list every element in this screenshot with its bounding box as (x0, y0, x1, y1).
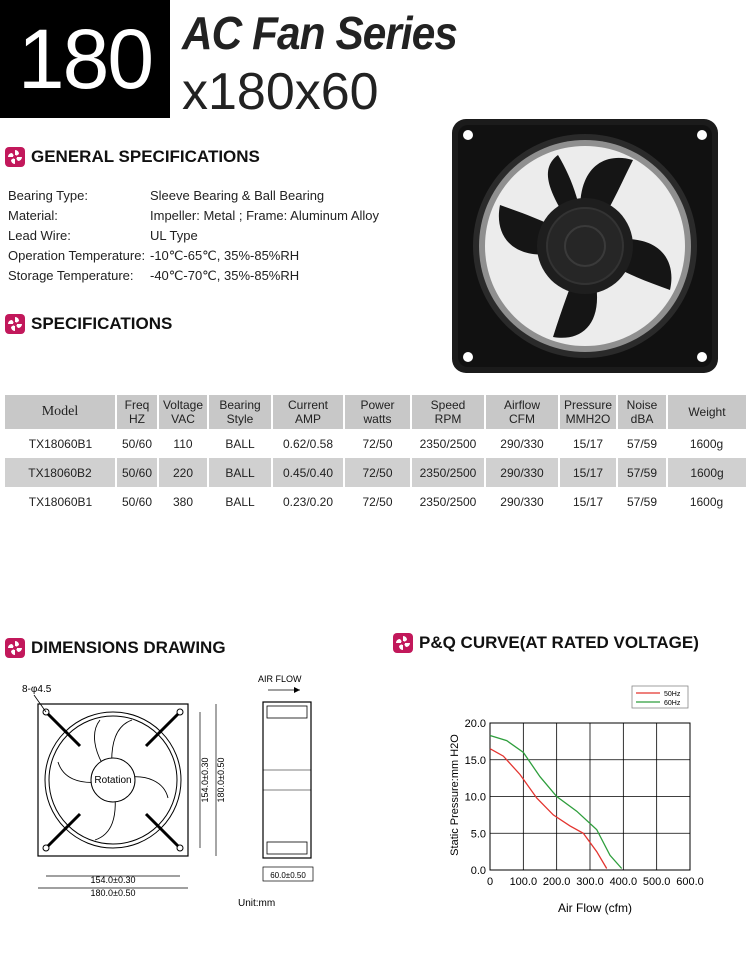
spec-row (8, 246, 379, 266)
spec-row (8, 186, 379, 206)
table-row (5, 429, 746, 458)
dimensions-heading (5, 638, 226, 658)
table-cell: 1600g (689, 494, 724, 509)
table-cell: 1600g (667, 458, 746, 487)
legend-label: 60Hz (664, 700, 681, 707)
x-axis-label: Air Flow (cfm) (558, 901, 632, 915)
table-cell: 1600g (689, 436, 724, 451)
table-cell: BALL (225, 436, 255, 451)
spec-value: Sleeve Bearing & Ball Bearing (150, 188, 325, 203)
column-header: Voltage VAC (158, 395, 208, 429)
section-title: P&Q CURVE(AT RATED VOLTAGE) (419, 633, 699, 652)
table-cell: 220 (158, 458, 208, 487)
chart-series (490, 736, 622, 869)
fan-logo-icon (5, 147, 25, 167)
table-cell: 110 (173, 436, 193, 451)
spec-label: Bearing Type: (8, 188, 88, 203)
column-header: Speed RPM (411, 395, 485, 429)
column-header: Current AMP (272, 395, 344, 429)
spec-label: Storage Temperature: (8, 268, 134, 283)
series-line-60hz (490, 736, 622, 869)
table-cell: 15/17 (572, 436, 604, 451)
column-header: Power watts (344, 395, 411, 429)
airflow-label: AIR FLOW (258, 674, 302, 684)
spec-value: Impeller: Metal ; Frame: Aluminum Alloy (150, 208, 380, 223)
y-tick-label: 0.0 (470, 865, 486, 877)
section-title: SPECIFICATIONS (31, 314, 173, 333)
table-cell: 380 (172, 494, 194, 509)
chart-grid (490, 723, 690, 870)
column-header: Pressure MMH2O (559, 395, 617, 429)
table-cell: BALL (225, 494, 255, 509)
column-header: Freq HZ (116, 395, 158, 429)
table-cell: 72/50 (362, 436, 393, 451)
fan-product-photo (448, 115, 722, 377)
table-row (5, 487, 746, 516)
spec-value: -40℃-70℃, 35%-85%RH (150, 268, 300, 283)
chart-legend (632, 686, 688, 708)
table-cell: 72/50 (344, 458, 411, 487)
table-cell: 50/60 (121, 436, 153, 451)
table-cell: TX18060B1 (28, 494, 93, 509)
fan-logo-icon (393, 633, 413, 653)
series-line-50hz (490, 749, 607, 869)
table-cell: 50/60 (116, 458, 158, 487)
table-cell: 72/50 (362, 494, 393, 509)
holes-label: 8-φ4.5 (22, 684, 52, 695)
fan-logo-icon (5, 314, 25, 334)
depth-label: 60.0±0.50 (270, 871, 306, 880)
section-title: DIMENSIONS DRAWING (31, 638, 226, 657)
table-cell: TX18060B2 (5, 458, 116, 487)
rotation-label: Rotation (94, 775, 132, 786)
x-tick-label: 300.0 (576, 876, 604, 888)
dim-h-outer: 180.0±0.50 (90, 888, 136, 898)
dim-v-outer: 180.0±0.50 (216, 757, 226, 803)
table-cell: 2350/2500 (419, 436, 477, 451)
dim-h-inner: 154.0±0.30 (90, 875, 136, 885)
table-header-row (5, 395, 746, 429)
table-cell: 2350/2500 (419, 494, 477, 509)
spec-label: Lead Wire: (8, 228, 71, 243)
specifications-heading (5, 314, 172, 334)
table-cell: 290/330 (500, 436, 544, 451)
spec-value: -10℃-65℃, 35%-85%RH (150, 248, 300, 263)
x-tick-label: 200.0 (542, 876, 571, 888)
series-dimensions: x180x60 (182, 63, 379, 121)
x-tick-label: 400.0 (609, 876, 638, 888)
table-cell: 2350/2500 (411, 458, 485, 487)
table-cell: 15/17 (559, 458, 617, 487)
spec-row (8, 206, 379, 226)
chart-ticks (465, 718, 704, 888)
dim-v-inner: 154.0±0.30 (200, 757, 210, 803)
table-cell: 57/59 (626, 494, 658, 509)
y-tick-label: 15.0 (464, 754, 486, 767)
fan-logo-icon (5, 638, 25, 658)
column-header: Noise dBA (617, 395, 667, 429)
table-cell: 0.23/0.20 (282, 494, 334, 509)
x-tick-label: 0 (486, 876, 494, 888)
table-cell: 0.45/0.40 (272, 458, 344, 487)
y-tick-label: 20.0 (464, 718, 486, 730)
table-cell: 290/330 (500, 494, 544, 509)
table-cell: 57/59 (617, 458, 667, 487)
x-tick-label: 100.0 (509, 876, 538, 888)
column-header: Model (5, 395, 116, 429)
specifications-table (5, 395, 746, 516)
y-tick-label: 10.0 (464, 791, 486, 804)
table-cell: 50/60 (121, 494, 153, 509)
general-specs-heading (5, 147, 260, 167)
table-cell: 15/17 (572, 494, 604, 509)
spec-row (8, 226, 379, 246)
table-cell: TX18060B1 (28, 436, 93, 451)
column-header: Weight (667, 395, 746, 429)
legend-label: 50Hz (664, 691, 681, 698)
spec-label: Material: (8, 208, 58, 223)
y-tick-label: 5.0 (470, 828, 486, 841)
pq-curve-heading (393, 633, 699, 653)
dimensions-drawing (20, 670, 350, 920)
table-cell: BALL (208, 458, 272, 487)
x-tick-label: 500.0 (642, 876, 671, 888)
spec-label: Operation Temperature: (8, 248, 146, 263)
y-axis-label: Static Pressure:mm H2O (449, 734, 461, 856)
unit-label: Unit:mm (238, 898, 276, 909)
table-cell: 0.62/0.58 (282, 436, 334, 451)
column-header: Bearing Style (208, 395, 272, 429)
spec-row (8, 266, 379, 286)
section-title: GENERAL SPECIFICATIONS (31, 147, 260, 166)
column-header: Airflow CFM (485, 395, 559, 429)
table-cell: 57/59 (626, 436, 658, 451)
general-specs-list (8, 186, 379, 286)
series-title: AC Fan Series (182, 7, 457, 59)
table-row (5, 458, 746, 487)
x-tick-label: 600.0 (676, 876, 704, 888)
spec-value: UL Type (150, 228, 198, 243)
table-cell: 290/330 (485, 458, 559, 487)
model-size-badge: 180 (0, 0, 170, 118)
pq-curve-chart (430, 680, 730, 930)
